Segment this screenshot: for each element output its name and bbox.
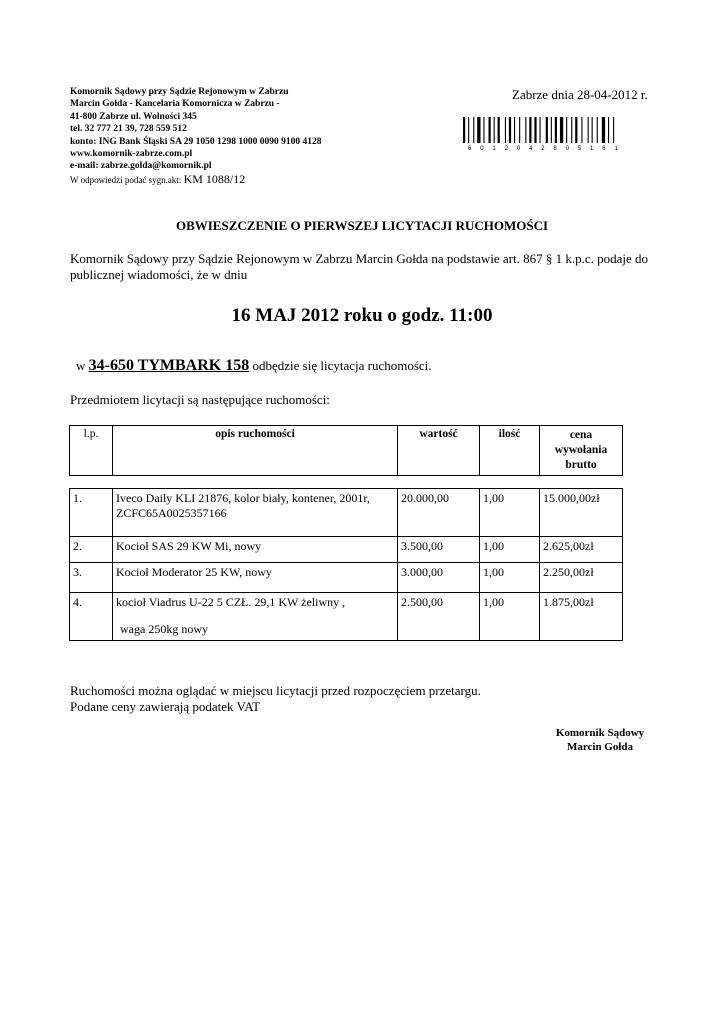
cell-lp: 1. [70, 489, 113, 537]
barcode-bar [505, 117, 506, 143]
barcode-bar [463, 117, 465, 143]
table-row [70, 593, 623, 641]
signature [540, 726, 660, 754]
case-reference [70, 173, 322, 186]
barcode-bar [525, 117, 526, 143]
table-row [70, 563, 623, 593]
place-date: Zabrze dnia 28-04-2012 r. [512, 87, 648, 102]
footer-line: Ruchomości można oglądać w miejscu licytacji przed rozpoczęciem przetargu. [70, 683, 481, 698]
footer-line: Podane ceny zawierają podatek VAT [70, 699, 261, 714]
barcode-bar [546, 117, 548, 143]
col-header-price: cena wywołania brutto [540, 426, 623, 476]
barcode-bar [560, 117, 563, 143]
barcode-bar [540, 117, 541, 143]
barcode-bar [555, 117, 557, 143]
items-table-header [69, 425, 623, 476]
barcode-bar [534, 117, 536, 143]
auction-location [76, 357, 432, 375]
barcode-bar [473, 117, 474, 143]
barcode-bar [592, 117, 593, 143]
header-line: e-mail: zabrze.golda@komornik.pl [70, 161, 212, 172]
barcode-bar [519, 117, 520, 143]
barcode-bar [575, 117, 577, 143]
barcode-bar [597, 117, 598, 143]
cell-value: 3.500,00 [398, 537, 480, 563]
barcode-icon [462, 117, 658, 151]
cell-price: 1.875,00zł [540, 593, 623, 641]
barcode-bar [489, 117, 491, 143]
header-line: Komornik Sądowy przy Sądzie Rejonowym w Zabrzu [70, 87, 289, 97]
cell-qty: 1,00 [480, 593, 540, 641]
cell-price: 2.250,00zł [540, 563, 623, 593]
barcode-bar [468, 117, 469, 143]
cell-desc: Kocioł SAS 29 KW Mi, nowy [113, 537, 398, 563]
cell-desc [113, 593, 398, 641]
cell-desc-line: kocioł Viadrus U-22 5 CZŁ. 29,1 KW żeliwny , [116, 595, 346, 609]
header-line: 41-800 Zabrze ul. Wolności 345 [70, 111, 197, 122]
cell-lp: 4. [70, 593, 113, 641]
barcode-bar [551, 117, 552, 143]
header-line: konto: ING Bank Śląski SA 29 1050 1298 1000 0090 9100 4128 [70, 136, 322, 147]
cell-value: 3.000,00 [398, 563, 480, 593]
barcode-bar [509, 117, 511, 143]
document-title: OBWIESZCZENIE O PIERWSZEJ LICYTACJI RUCHOMOŚCI [175, 218, 549, 233]
cell-qty: 1,00 [480, 537, 540, 563]
barcode-bar [514, 117, 515, 143]
barcode-bar [566, 117, 567, 143]
header-line: Marcin Gołda - Kancelaria Komornicza w Zabrzu - [70, 99, 280, 110]
barcode-bar [602, 117, 605, 143]
footer-note [70, 683, 481, 715]
location-address: 34-650 TYMBARK 158 [88, 357, 250, 374]
cell-lp: 2. [70, 537, 113, 563]
barcode-bar [498, 117, 500, 143]
cell-price: 15.000,00zł [540, 489, 623, 537]
case-reference-label: W odpowiedzi podać sygn.akt: [70, 174, 182, 185]
location-prefix: w [76, 358, 86, 373]
col-header-desc: opis ruchomości [113, 426, 398, 476]
cell-lp: 3. [70, 563, 113, 593]
table-row [70, 537, 623, 563]
cell-price: 2.625,00zł [540, 537, 623, 563]
cell-desc-line: waga 250kg nowy [120, 622, 208, 636]
table-row [70, 489, 623, 537]
location-suffix: odbędzie się licytacja ruchomości. [252, 358, 432, 373]
case-reference-value: KM 1088/12 [183, 171, 246, 186]
col-header-lp: l.p. [70, 426, 113, 476]
barcode-bar [613, 117, 614, 143]
intro-paragraph: Komornik Sądowy przy Sądzie Rejonowym w Zabrzu Marcin Gołda na podstawie art. 867 § 1 k.p.c. podaje do publicznej wiadomości, że w dniu [70, 251, 649, 282]
header-line: tel. 32 777 21 39, 728 559 512 [70, 124, 187, 135]
col-header-value: wartość [398, 426, 480, 476]
cell-value: 2.500,00 [398, 593, 480, 641]
barcode-digits: 6 0 1 2 0 4 2 8 0 5 1 6 1 [468, 146, 622, 151]
barcode-bar [494, 117, 495, 143]
barcode-bar [608, 117, 609, 143]
barcode-bar [483, 117, 484, 143]
cell-qty: 1,00 [480, 489, 540, 537]
cell-qty: 1,00 [480, 563, 540, 593]
barcode-bar [571, 117, 572, 143]
auction-date: 16 MAJ 2012 roku o godz. 11:00 [231, 305, 493, 326]
barcode-bar [588, 117, 589, 143]
cell-desc: Iveco Daily KLI 21876, kolor biały, kontener, 2001r, ZCFC65A0025357166 [113, 489, 398, 537]
signature-title: Komornik Sądowy [555, 727, 645, 739]
barcode-bar [581, 117, 582, 143]
signature-name: Marcin Gołda [566, 741, 634, 753]
header-line: www.komornik-zabrze.com.pl [70, 149, 193, 160]
col-header-qty: ilość [480, 426, 540, 476]
cell-desc: Kocioł Moderator 25 KW, nowy [113, 563, 398, 593]
barcode-bar [529, 117, 531, 143]
subject-intro: Przedmiotem licytacji są następujące ruchomości: [70, 392, 330, 407]
items-table [69, 488, 623, 641]
cell-value: 20.000,00 [398, 489, 480, 537]
bailiff-header [70, 86, 322, 186]
barcode-bar [477, 117, 480, 143]
